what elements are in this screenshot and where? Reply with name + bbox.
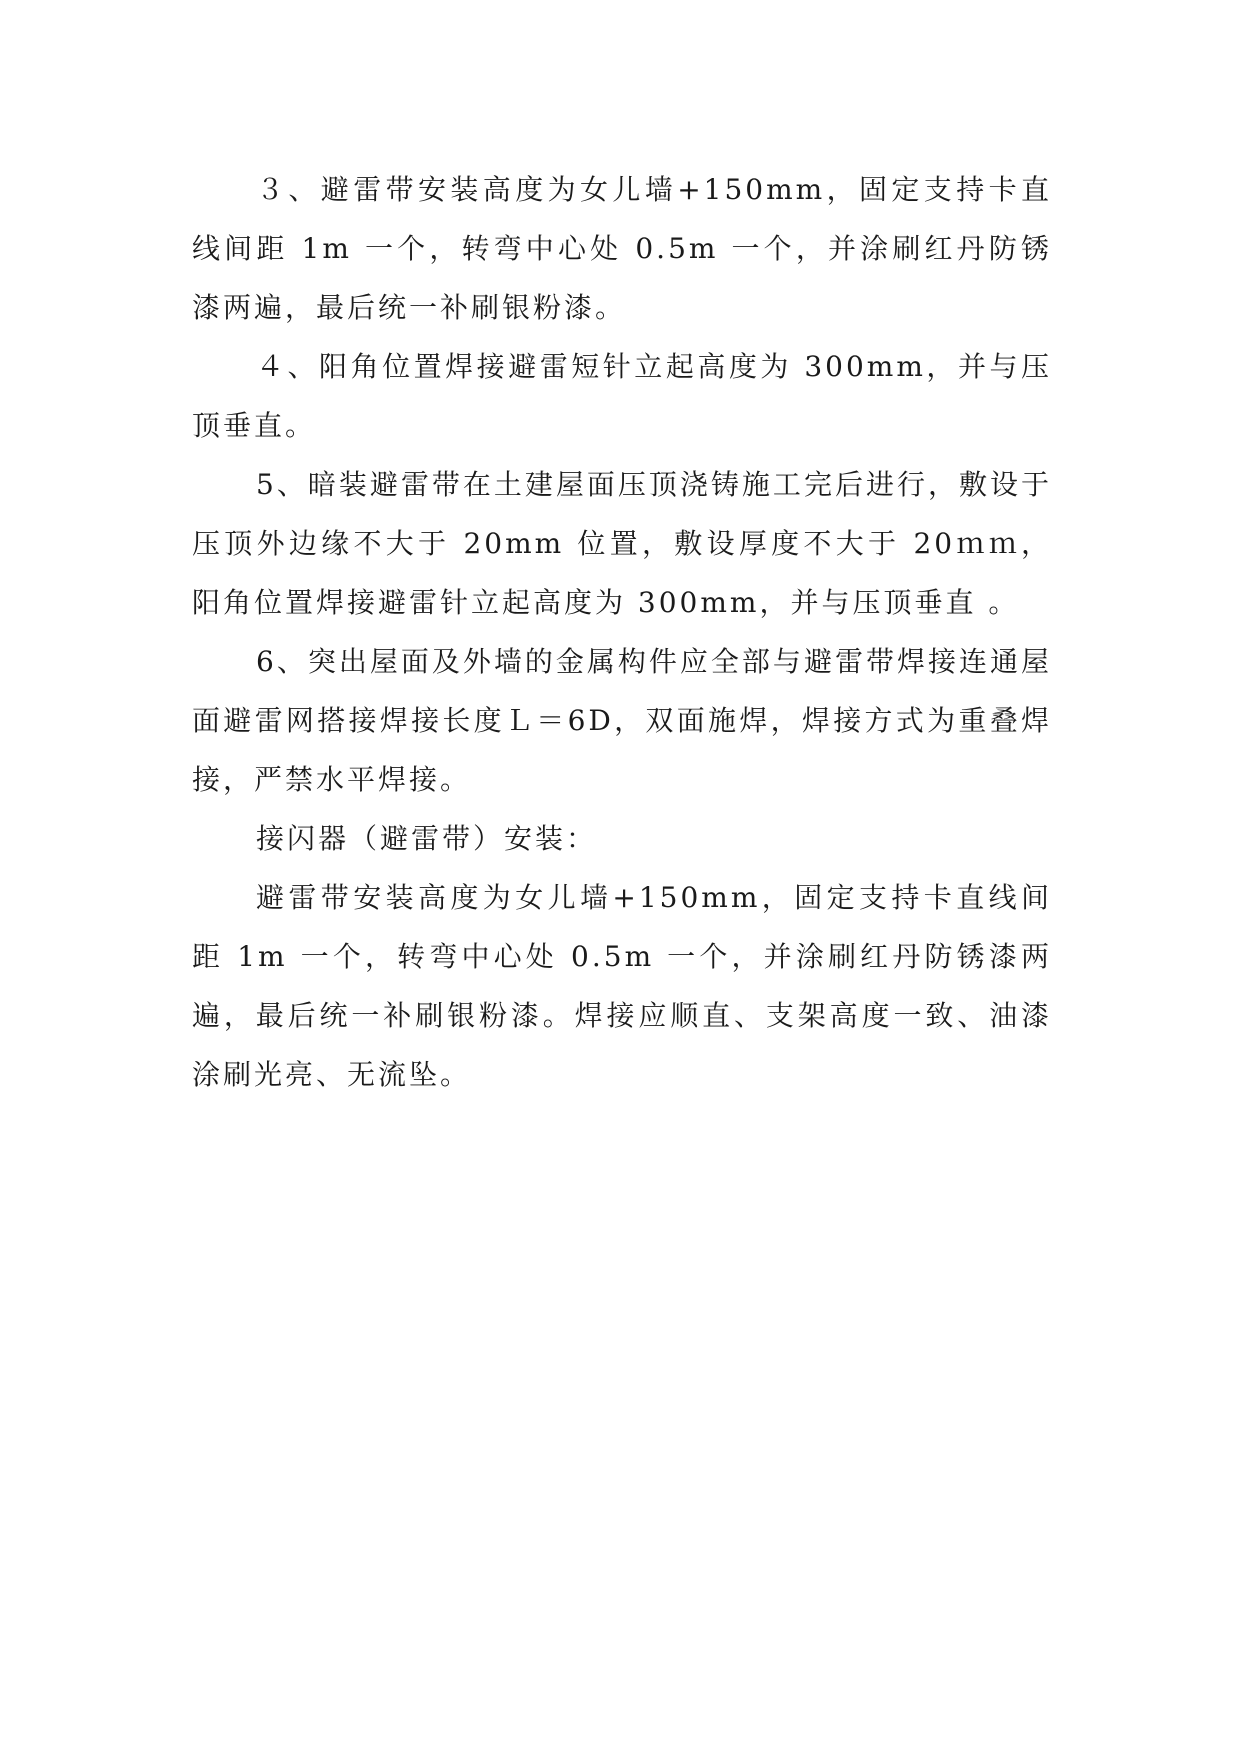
section-heading: 接闪器（避雷带）安装： [256, 822, 598, 855]
paragraph-installation: 避雷带安装高度为女儿墙+150mm，固定支持卡直线间距 1m 一个，转弯中心处 0.5m 一个，并涂刷红丹防锈漆两遍，最后统一补刷银粉漆。焊接应顺直、支架高度一致、油漆涂刷光亮、无流坠。 [192, 881, 1052, 1091]
paragraph-item-4: ４、阳角位置焊接避雷短针立起高度为 300mm，并与压顶垂直。 [192, 350, 1052, 442]
paragraph-item-6: 6、突出屋面及外墙的金属构件应全部与避雷带焊接连通屋面避雷网搭接焊接长度Ｌ＝6D，双面施焊，焊接方式为重叠焊接，严禁水平焊接。 [192, 645, 1052, 796]
paragraph-item-5: 5、暗装避雷带在土建屋面压顶浇铸施工完后进行，敷设于压顶外边缘不大于 20mm 位置，敷设厚度不大于 20ｍｍ，阳角位置焊接避雷针立起高度为 300mm，并与压顶垂直 。 [192, 468, 1052, 619]
document-body [192, 160, 1052, 1104]
paragraph-item-3: ３、避雷带安装高度为女儿墙+150mm，固定支持卡直线间距 1m 一个，转弯中心处 0.5m 一个，并涂刷红丹防锈漆两遍，最后统一补刷银粉漆。 [192, 173, 1052, 324]
